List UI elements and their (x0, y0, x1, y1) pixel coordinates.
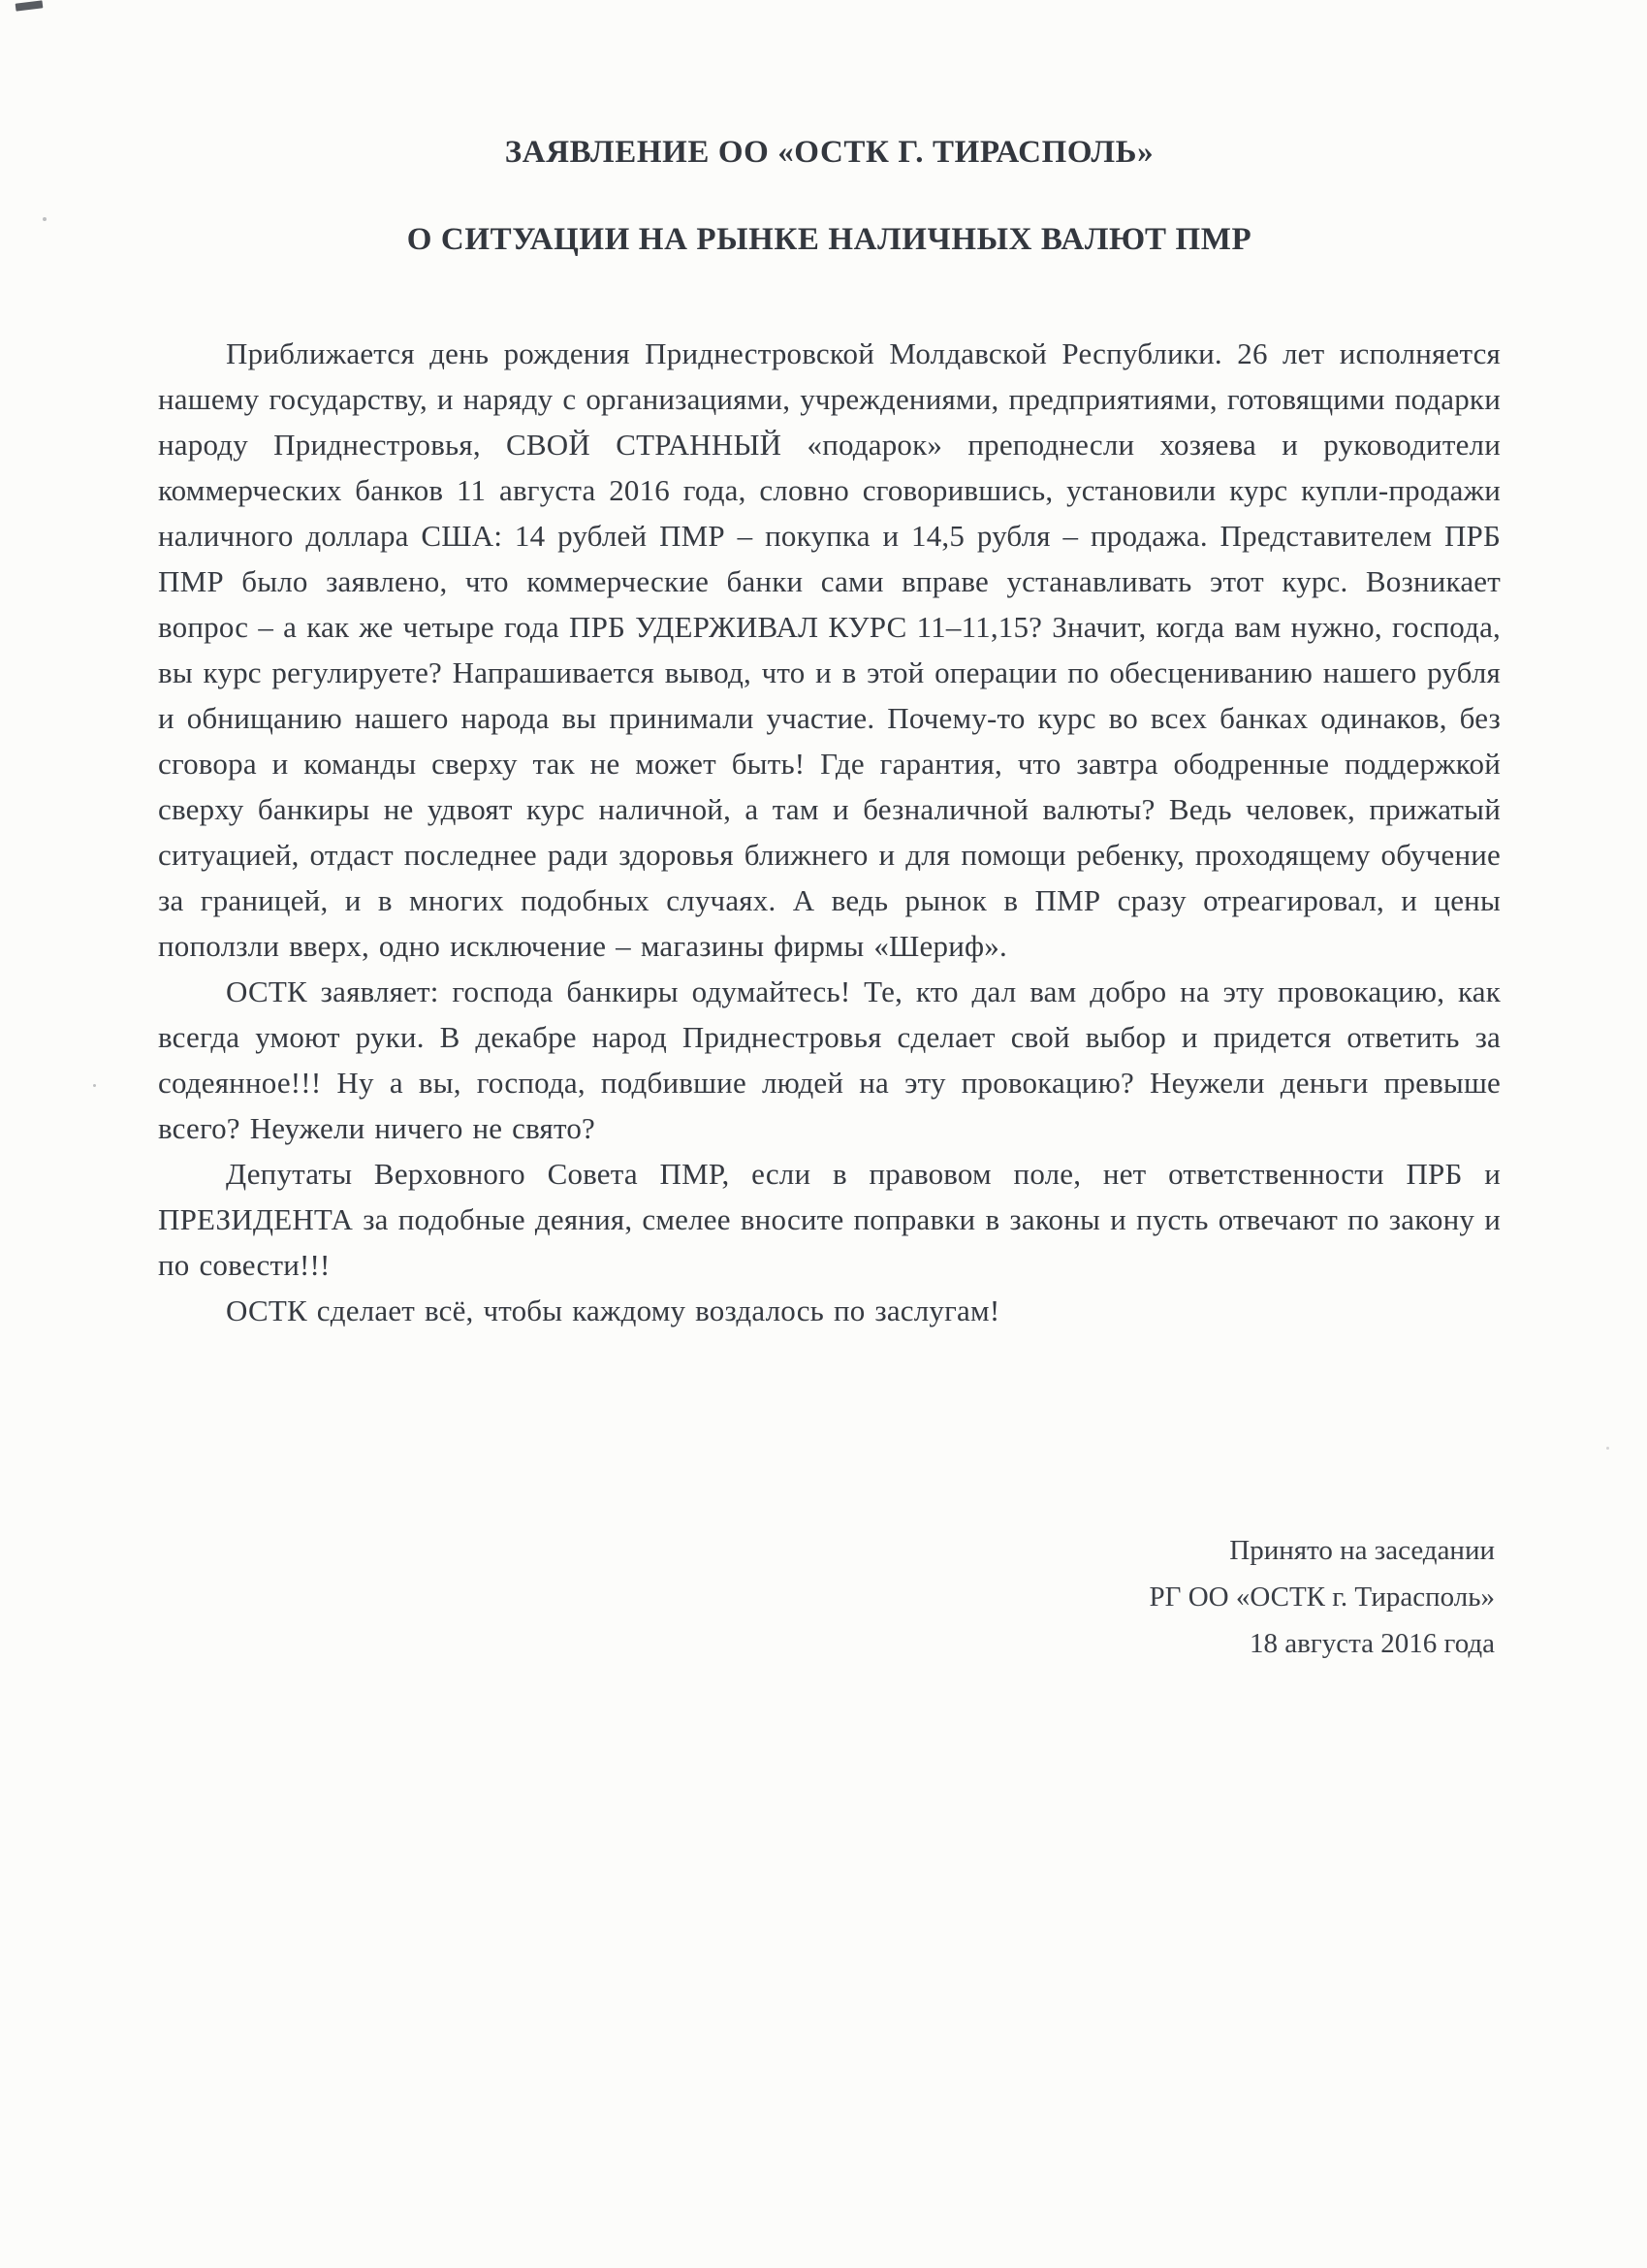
paragraph-deputies-appeal: Депутаты Верховного Совета ПМР, если в правовом поле, нет ответственности ПРБ и ПРЕЗИДЕНТА за подобные деяния, смелее вносите поправки в законы и пусть отвечают по закону и по совести!!! (158, 1156, 1501, 1282)
paragraph-closing: ОСТК сделает всё, чтобы каждому воздалось по заслугам! (226, 1293, 1000, 1327)
document-body (158, 331, 1501, 1333)
scan-speck (43, 217, 47, 221)
signature-block (158, 1527, 1501, 1667)
paragraph-intro: Приближается день рождения Приднестровской Молдавской Республики. 26 лет исполняется нашему государству, и наряду с организациями, учреждениями, предприятиями, готовящими подарки народу Приднестровья, СВОЙ СТРАННЫЙ «подарок» преподнесли хозяева и руководители коммерческих банков 11 августа 2016 года, словно сговорившись, установили курс купли-продажи наличного доллара США: 14 рублей ПМР – покупка и 14,5 рубля – продажа. Представителем ПРБ ПМР было заявлено, что коммерческие банки сами вправе устанавливать этот курс. Возникает вопрос – а как же четыре года ПРБ УДЕРЖИВАЛ КУРС 11–11,15? Значит, когда вам нужно, господа, вы курс регулируете? Напрашивается вывод, что и в этой операции по обесцениванию нашего рубля и обнищанию нашего народа вы принимали участие. Почему-то курс во всех банках одинаков, без сговора и команды сверху так не может быть! Где гарантия, что завтра ободренные поддержкой сверху банкиры не удвоят курс наличной, а там и безналичной валюты? Ведь человек, прижатый ситуацией, отдаст последнее ради здоровья ближнего и для помощи ребенку, проходящему обучение за границей, и в многих подобных случаях. А ведь рынок в ПМР сразу отреагировал, и цены поползли вверх, одно исключение – магазины фирмы «Шериф». (158, 335, 1501, 963)
scan-speck (1606, 1447, 1609, 1450)
signature-line-adopted: Принято на заседании (1229, 1534, 1495, 1566)
document-title: ЗАЯВЛЕНИЕ ОО «ОСТК Г. ТИРАСПОЛЬ» (504, 135, 1155, 170)
scan-speck (93, 1084, 96, 1087)
signature-line-date: 18 августа 2016 года (1250, 1627, 1495, 1659)
document-subtitle: О СИТУАЦИИ НА РЫНКЕ НАЛИЧНЫХ ВАЛЮТ ПМР (406, 221, 1252, 257)
signature-line-organization: РГ ОО «ОСТК г. Тирасполь» (1149, 1581, 1495, 1613)
scan-artifact-corner (16, 0, 44, 11)
paragraph-ostk-statement: ОСТК заявляет: господа банкиры одумайтесь! Те, кто дал вам добро на эту провокацию, как всегда умоют руки. В декабре народ Приднестровья сделает свой выбор и придется ответить за содеянное!!! Ну а вы, господа, подбившие людей на эту провокацию? Неужели деньги превыше всего? Неужели ничего не свято? (158, 974, 1501, 1145)
